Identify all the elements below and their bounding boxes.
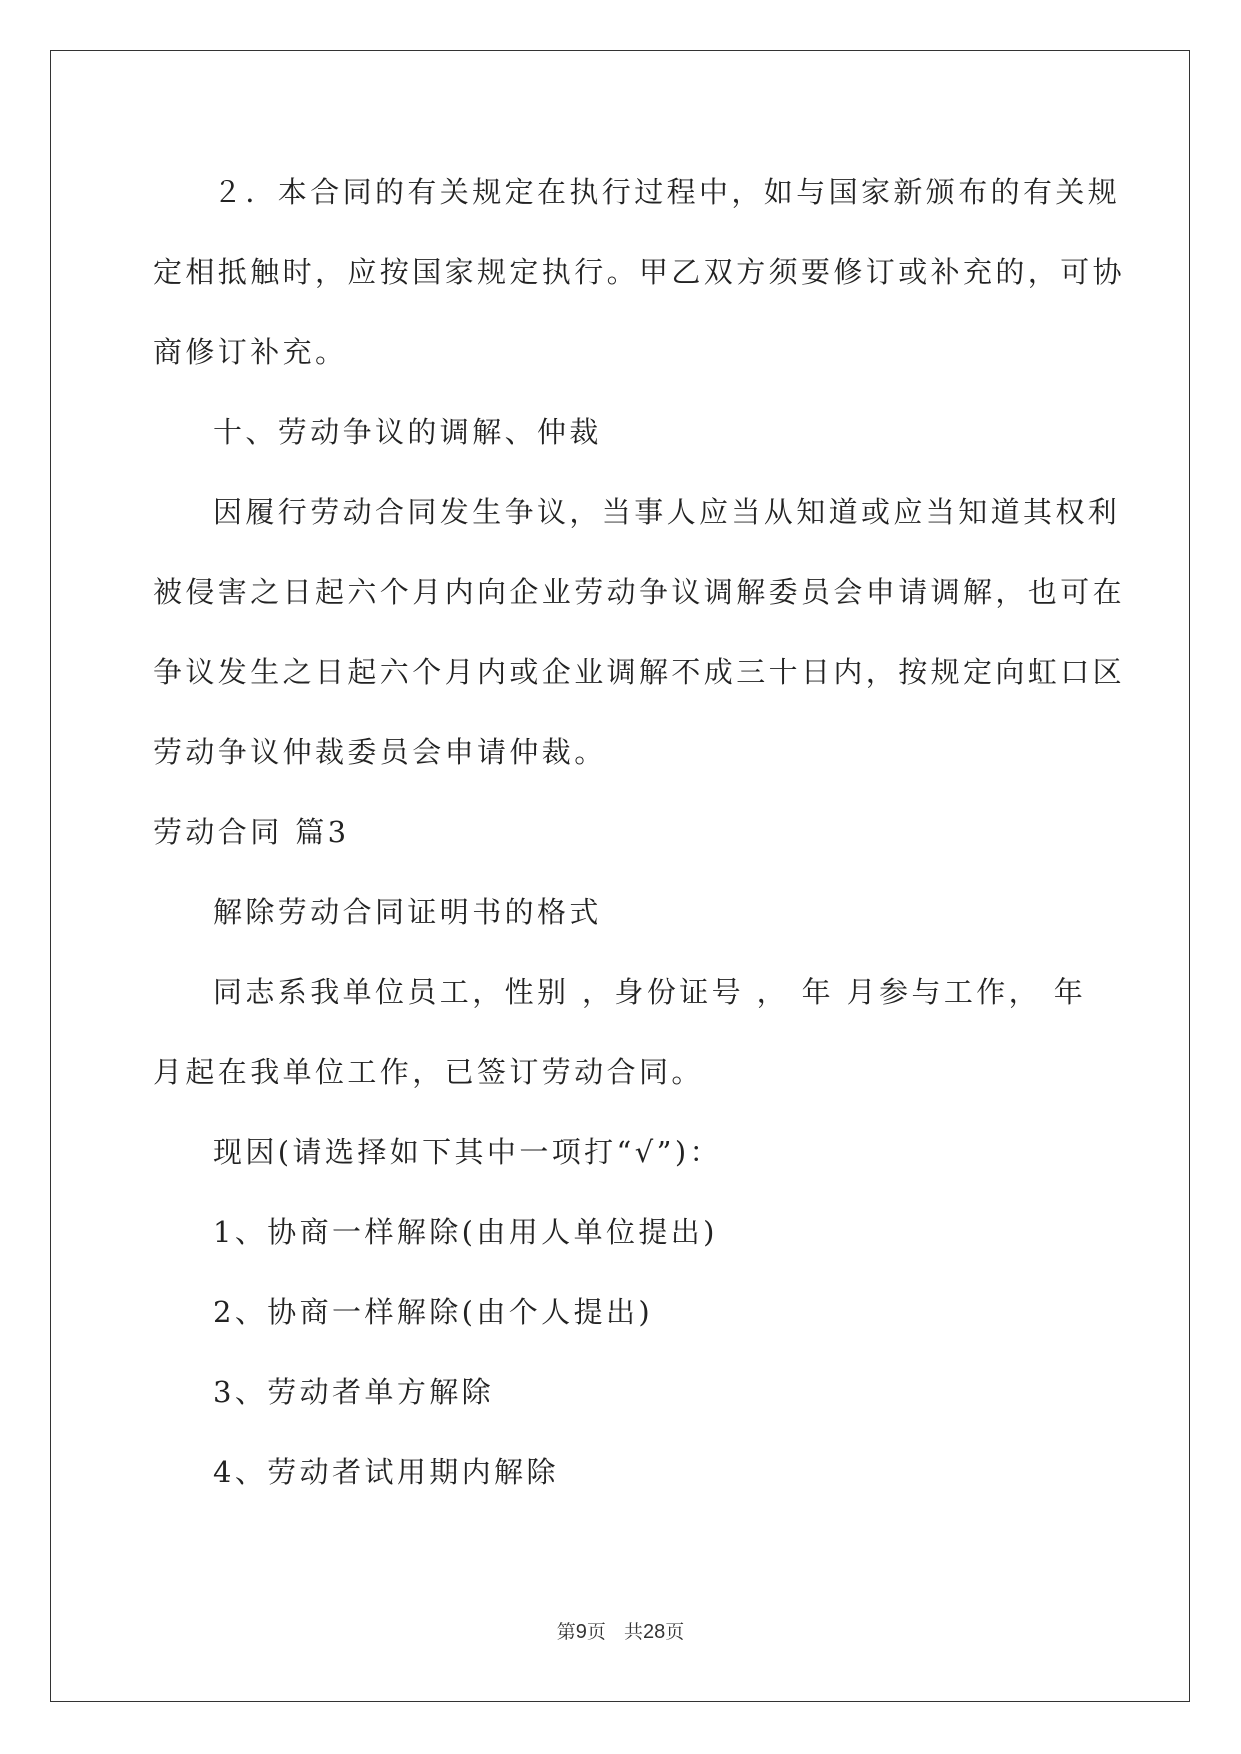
list-item: 2、协商一样解除(由个人提出) — [213, 1295, 654, 1329]
paragraph-line: 因履行劳动合同发生争议，当事人应当从知道或应当知道其权利 — [213, 495, 1121, 529]
footer-page-suffix: 页 — [586, 1621, 606, 1643]
form-heading: 解除劳动合同证明书的格式 — [213, 895, 602, 929]
list-item: 4、劳动者试用期内解除 — [213, 1455, 559, 1489]
footer-total-pages: 28 — [643, 1621, 666, 1643]
paragraph-line: ２．本合同的有关规定在执行过程中，如与国家新颁布的有关规 — [213, 175, 1121, 209]
paragraph-line: 月起在我单位工作，已签订劳动合同。 — [153, 1055, 704, 1089]
paragraph-line: 争议发生之日起六个月内或企业调解不成三十日内，按规定向虹口区 — [153, 655, 1126, 689]
footer-total-suffix: 页 — [665, 1621, 685, 1643]
list-item: 1、协商一样解除(由用人单位提出) — [213, 1215, 718, 1249]
paragraph-line: 商修订补充。 — [153, 335, 348, 369]
footer-total-prefix: 共 — [624, 1621, 644, 1643]
paragraph-line: 同志系我单位员工，性别 ，身份证号 ， 年 月参与工作， 年 — [213, 975, 1087, 1009]
paragraph-line: 定相抵触时，应按国家规定执行。甲乙双方须要修订或补充的，可协 — [153, 255, 1126, 289]
paragraph-line: 现因(请选择如下其中一项打“√”)： — [213, 1135, 722, 1169]
paragraph-line: 劳动争议仲裁委员会申请仲裁。 — [153, 735, 607, 769]
article-title: 劳动合同 篇3 — [153, 815, 350, 849]
footer-page-number: 9 — [575, 1621, 587, 1643]
list-item: 3、劳动者单方解除 — [213, 1375, 495, 1409]
section-heading: 十、劳动争议的调解、仲裁 — [213, 415, 602, 449]
paragraph-line: 被侵害之日起六个月内向企业劳动争议调解委员会申请调解，也可在 — [153, 575, 1126, 609]
footer-prefix: 第 — [556, 1621, 576, 1643]
page-footer — [0, 1620, 1241, 1644]
